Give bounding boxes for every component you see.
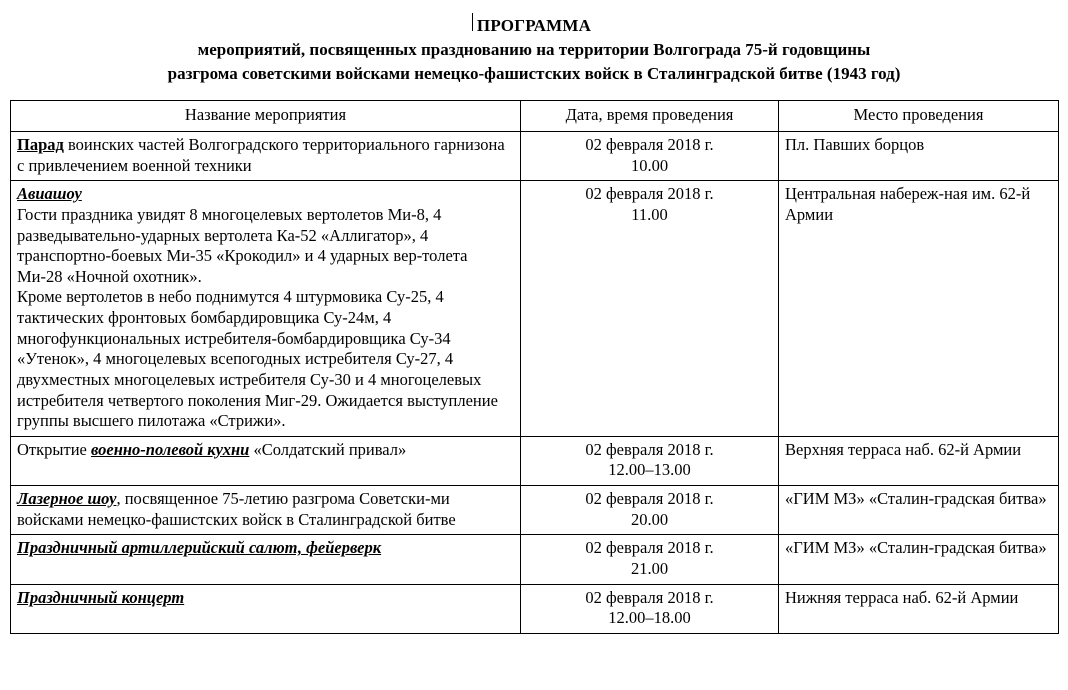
cell-date-time [521, 132, 779, 181]
title-line-2: мероприятий, посвященных празднованию на территории Волгограда 75-й годовщины [197, 40, 871, 60]
cell-date-time [521, 535, 779, 584]
cell-event-name [11, 535, 521, 584]
cell-place: Верхняя терраса наб. 62-й Армии [779, 436, 1059, 485]
event-time: 11.00 [631, 204, 668, 224]
cell-date-time [521, 436, 779, 485]
table-row [11, 584, 1059, 633]
table-header-row [11, 101, 1059, 132]
table-row [11, 132, 1059, 181]
cell-place: Нижняя терраса наб. 62-й Армии [779, 584, 1059, 633]
event-date: 02 февраля 2018 г. [585, 538, 714, 558]
title-line-1 [10, 14, 1058, 38]
event-lead-title: Авиашоу [17, 184, 82, 204]
cell-event-name [11, 584, 521, 633]
document-title [10, 14, 1058, 86]
event-date: 02 февраля 2018 г. [585, 184, 714, 204]
event-date: 02 февраля 2018 г. [585, 135, 714, 154]
table-row [11, 535, 1059, 584]
cell-event-name [11, 132, 521, 181]
cell-event-name [11, 436, 521, 485]
cell-place: «ГИМ МЗ» «Сталин-градская битва» [779, 535, 1059, 584]
cell-date-time [521, 486, 779, 535]
event-time: 21.00 [630, 558, 669, 578]
event-time: 12.00–18.00 [608, 608, 691, 628]
event-date: 02 февраля 2018 г. [585, 587, 714, 607]
event-prefix: Открытие [17, 439, 91, 459]
event-date: 02 февраля 2018 г. [585, 489, 714, 508]
event-lead-title: Лазерное шоу [17, 489, 117, 508]
program-table [10, 100, 1059, 633]
header-event-name: Название мероприятия [11, 101, 521, 132]
event-time: 20.00 [630, 509, 669, 529]
cell-event-name [11, 486, 521, 535]
event-time: 10.00 [630, 155, 669, 175]
cell-place: Пл. Павших борцов [779, 132, 1059, 181]
event-lead-title: Праздничный артиллерийский салют, фейерверк [17, 538, 382, 558]
table-row [11, 436, 1059, 485]
cell-place: «ГИМ МЗ» «Сталин-градская битва» [779, 486, 1059, 535]
table-row [11, 181, 1059, 437]
header-date-time: Дата, время проведения [521, 101, 779, 132]
event-lead-title: Праздничный концерт [17, 587, 185, 607]
title-text-programma: ПРОГРАММА [477, 14, 591, 38]
event-description: , посвященное 75-летию разгрома Советски-ми войсками немецко-фашистских войск в Сталинградской битве [17, 489, 456, 529]
event-description: «Солдатский привал» [249, 439, 407, 459]
cell-event-name [11, 181, 521, 437]
header-place: Место проведения [779, 101, 1059, 132]
title-line-3: разгрома советскими войсками немецко-фашистских войск в Сталинградской битве (1943 год) [167, 64, 901, 84]
cell-date-time [521, 181, 779, 437]
event-lead-line [17, 184, 514, 205]
event-paragraph-1: Гости праздника увидят 8 многоцелевых вертолетов Ми-8, 4 разведывательно-ударных вертолета Ка-52 «Аллигатор», 4 транспортно-боевых Ми-35 «Крокодил» и 4 ударных вер-толета Ми-28 «Ночной охотник». [17, 204, 468, 286]
event-description: воинских частей Волгоградского территориального гарнизона с привлечением военной техники [17, 135, 505, 175]
event-paragraph-2: Кроме вертолетов в небо поднимутся 4 штурмовика Су-25, 4 тактических фронтовых бомбардировщика Су-24м, 4 многофункциональных истребителя-бомбардировщика Су-34 «Утенок», 4 многоцелевых всепогодных истребителя Су-27, 4 двухместных многоцелевых истребителя Су-30 и 4 многоцелевых истребителя четвертого поколения Миг-29. Ожидается выступление группы высшего пилотажа «Стрижи». [17, 287, 498, 431]
event-time: 12.00–13.00 [608, 460, 691, 480]
table-row [11, 486, 1059, 535]
event-lead-title: Парад [17, 135, 64, 154]
event-date: 02 февраля 2018 г. [585, 439, 714, 459]
cell-date-time [521, 584, 779, 633]
event-lead-title: военно-полевой кухни [90, 439, 250, 459]
cell-place: Центральная набереж-ная им. 62-й Армии [779, 181, 1059, 437]
